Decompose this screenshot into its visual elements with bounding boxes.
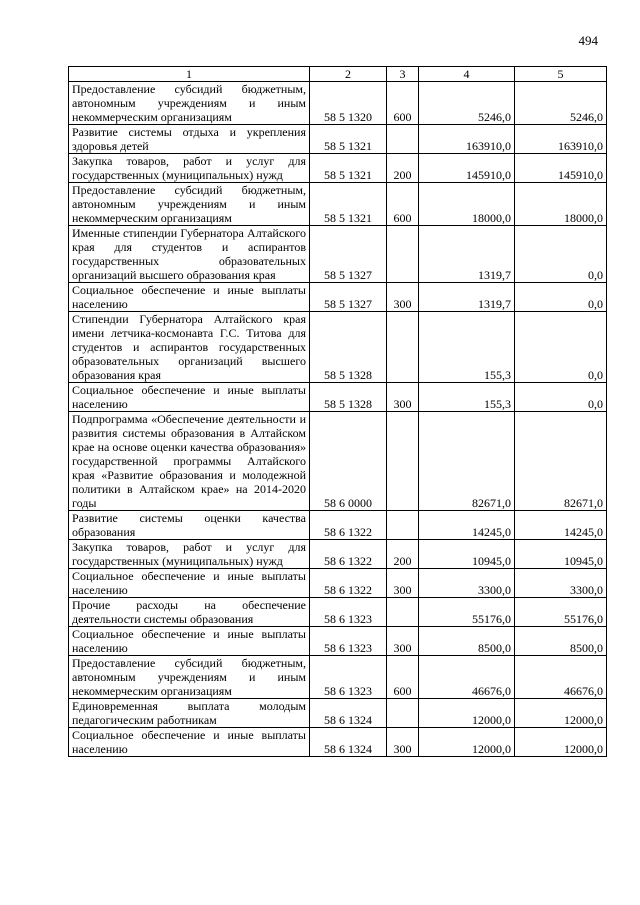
row-code-cell: 58 6 1322	[310, 569, 387, 598]
table-row	[69, 283, 607, 312]
row-expense-type-cell	[387, 511, 419, 540]
row-expense-type-cell: 600	[387, 656, 419, 699]
row-code-cell: 58 5 1328	[310, 383, 387, 412]
row-value-col5-cell: 0,0	[515, 226, 607, 283]
row-expense-type-cell: 600	[387, 183, 419, 226]
row-expense-type-cell: 300	[387, 383, 419, 412]
table-row	[69, 154, 607, 183]
row-name-cell: Закупка товаров, работ и услуг для государственных (муниципальных) нужд	[69, 540, 310, 569]
row-value-col4-cell: 12000,0	[419, 728, 515, 757]
row-expense-type-cell: 300	[387, 627, 419, 656]
row-name-cell: Именные стипендии Губернатора Алтайского края для студентов и аспирантов государственных образовательных организаций высшего образования края	[69, 226, 310, 283]
row-value-col5-cell: 8500,0	[515, 627, 607, 656]
row-value-col4-cell: 55176,0	[419, 598, 515, 627]
page-number: 494	[578, 33, 598, 48]
row-code-cell: 58 5 1328	[310, 312, 387, 383]
row-name-cell: Прочие расходы на обеспечение деятельности системы образования	[69, 598, 310, 627]
row-value-col4-cell: 155,3	[419, 383, 515, 412]
row-expense-type-cell: 200	[387, 154, 419, 183]
row-value-col4-cell: 82671,0	[419, 412, 515, 511]
row-value-col5-cell: 0,0	[515, 283, 607, 312]
row-value-col5-cell: 46676,0	[515, 656, 607, 699]
row-value-col4-cell: 5246,0	[419, 82, 515, 125]
row-code-cell: 58 5 1321	[310, 125, 387, 154]
row-code-cell: 58 5 1327	[310, 283, 387, 312]
column-header: 3	[387, 67, 419, 82]
row-name-cell: Социальное обеспечение и иные выплаты населению	[69, 728, 310, 757]
table-row	[69, 656, 607, 699]
row-code-cell: 58 6 1323	[310, 627, 387, 656]
row-expense-type-cell: 300	[387, 728, 419, 757]
table-row	[69, 569, 607, 598]
row-expense-type-cell	[387, 598, 419, 627]
row-name-cell: Развитие системы отдыха и укрепления здоровья детей	[69, 125, 310, 154]
row-value-col4-cell: 1319,7	[419, 226, 515, 283]
row-value-col5-cell: 18000,0	[515, 183, 607, 226]
row-value-col5-cell: 0,0	[515, 383, 607, 412]
table-row	[69, 627, 607, 656]
row-value-col4-cell: 10945,0	[419, 540, 515, 569]
column-header: 4	[419, 67, 515, 82]
row-value-col5-cell: 82671,0	[515, 412, 607, 511]
row-expense-type-cell: 300	[387, 283, 419, 312]
row-value-col4-cell: 163910,0	[419, 125, 515, 154]
row-name-cell: Стипендии Губернатора Алтайского края имени летчика-космонавта Г.С. Титова для студентов и аспирантов государственных образовательных организаций высшего образования края	[69, 312, 310, 383]
table-row	[69, 383, 607, 412]
row-value-col4-cell: 14245,0	[419, 511, 515, 540]
row-expense-type-cell	[387, 125, 419, 154]
table-row	[69, 226, 607, 283]
row-value-col5-cell: 0,0	[515, 312, 607, 383]
table-row	[69, 125, 607, 154]
column-header: 5	[515, 67, 607, 82]
table-row	[69, 183, 607, 226]
row-value-col5-cell: 10945,0	[515, 540, 607, 569]
row-value-col5-cell: 3300,0	[515, 569, 607, 598]
row-code-cell: 58 6 0000	[310, 412, 387, 511]
column-header: 2	[310, 67, 387, 82]
table-row	[69, 312, 607, 383]
row-name-cell: Предоставление субсидий бюджетным, автономным учреждениям и иным некоммерческим организациям	[69, 82, 310, 125]
row-name-cell: Предоставление субсидий бюджетным, автономным учреждениям и иным некоммерческим организациям	[69, 656, 310, 699]
row-expense-type-cell	[387, 312, 419, 383]
row-name-cell: Закупка товаров, работ и услуг для государственных (муниципальных) нужд	[69, 154, 310, 183]
row-value-col4-cell: 155,3	[419, 312, 515, 383]
row-expense-type-cell	[387, 699, 419, 728]
row-code-cell: 58 6 1323	[310, 656, 387, 699]
row-value-col4-cell: 3300,0	[419, 569, 515, 598]
row-code-cell: 58 5 1321	[310, 183, 387, 226]
row-name-cell: Социальное обеспечение и иные выплаты населению	[69, 383, 310, 412]
row-value-col4-cell: 46676,0	[419, 656, 515, 699]
row-value-col4-cell: 145910,0	[419, 154, 515, 183]
row-name-cell: Социальное обеспечение и иные выплаты населению	[69, 627, 310, 656]
row-value-col4-cell: 12000,0	[419, 699, 515, 728]
row-code-cell: 58 5 1327	[310, 226, 387, 283]
row-code-cell: 58 6 1322	[310, 511, 387, 540]
row-value-col5-cell: 12000,0	[515, 728, 607, 757]
row-value-col4-cell: 1319,7	[419, 283, 515, 312]
table-row	[69, 540, 607, 569]
row-value-col5-cell: 145910,0	[515, 154, 607, 183]
row-code-cell: 58 6 1322	[310, 540, 387, 569]
table-row	[69, 699, 607, 728]
row-code-cell: 58 6 1323	[310, 598, 387, 627]
row-name-cell: Социальное обеспечение и иные выплаты населению	[69, 283, 310, 312]
row-expense-type-cell: 600	[387, 82, 419, 125]
table-header-row	[69, 67, 607, 82]
table-row	[69, 82, 607, 125]
row-value-col5-cell: 163910,0	[515, 125, 607, 154]
row-name-cell: Подпрограмма «Обеспечение деятельности и развития системы образования в Алтайском крае на основе оценки качества образования» государственной программы Алтайского края «Развитие образования и молодежной политики в Алтайском крае» на 2014-2020 годы	[69, 412, 310, 511]
row-code-cell: 58 5 1320	[310, 82, 387, 125]
table-row	[69, 511, 607, 540]
row-value-col5-cell: 5246,0	[515, 82, 607, 125]
row-code-cell: 58 5 1321	[310, 154, 387, 183]
table-row	[69, 412, 607, 511]
table-row	[69, 728, 607, 757]
row-value-col4-cell: 8500,0	[419, 627, 515, 656]
row-value-col5-cell: 55176,0	[515, 598, 607, 627]
row-name-cell: Единовременная выплата молодым педагогическим работникам	[69, 699, 310, 728]
row-value-col4-cell: 18000,0	[419, 183, 515, 226]
row-code-cell: 58 6 1324	[310, 728, 387, 757]
row-expense-type-cell	[387, 412, 419, 511]
row-name-cell: Социальное обеспечение и иные выплаты населению	[69, 569, 310, 598]
row-name-cell: Развитие системы оценки качества образования	[69, 511, 310, 540]
row-expense-type-cell	[387, 226, 419, 283]
row-expense-type-cell: 200	[387, 540, 419, 569]
row-code-cell: 58 6 1324	[310, 699, 387, 728]
row-name-cell: Предоставление субсидий бюджетным, автономным учреждениям и иным некоммерческим организациям	[69, 183, 310, 226]
row-value-col5-cell: 14245,0	[515, 511, 607, 540]
budget-table	[68, 66, 607, 757]
row-value-col5-cell: 12000,0	[515, 699, 607, 728]
row-expense-type-cell: 300	[387, 569, 419, 598]
table-row	[69, 598, 607, 627]
column-header: 1	[69, 67, 310, 82]
